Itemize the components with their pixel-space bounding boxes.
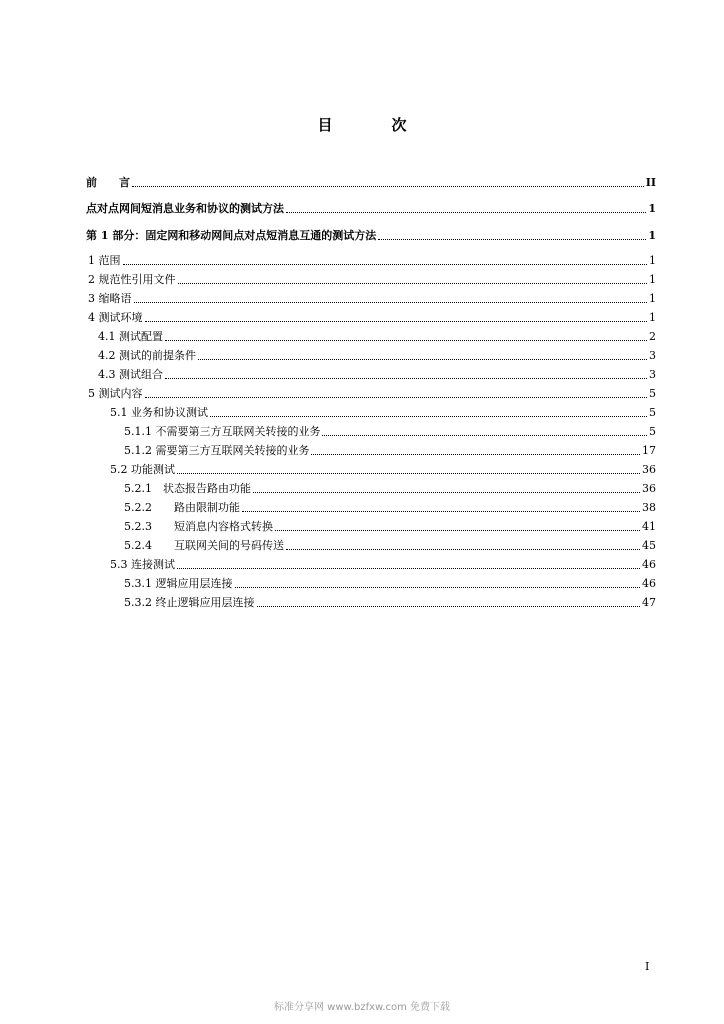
toc-leader-dots <box>165 340 647 341</box>
toc-entry-label: 5.2.3 短消息内容格式转换 <box>124 520 273 533</box>
toc-entry-5-3-2[interactable] <box>124 596 656 610</box>
toc-entry-abbreviations[interactable] <box>88 292 656 306</box>
toc-entry-label: 4.3 测试组合 <box>98 368 163 381</box>
toc-entry-label: 5.3.2 终止逻辑应用层连接 <box>124 596 255 609</box>
toc-leader-dots <box>275 530 640 531</box>
toc-entry-label: 5.3 连接测试 <box>110 558 175 571</box>
toc-entry-main-title[interactable] <box>86 202 656 216</box>
toc-entry-page: 1 <box>648 229 656 242</box>
toc-entry-label: 5.2.4 互联网关间的号码传送 <box>124 539 284 552</box>
toc-entry-label: 4.2 测试的前提条件 <box>98 349 196 362</box>
toc-entry-label: 1 范围 <box>88 254 121 267</box>
toc-leader-dots <box>286 212 646 213</box>
toc-entry-scope[interactable] <box>88 254 656 268</box>
toc-entry-page: 5 <box>649 425 656 438</box>
toc-entry-label: 5.1.1 不需要第三方互联网关转接的业务 <box>124 425 321 438</box>
toc-leader-dots <box>286 549 640 550</box>
toc-entry-foreword[interactable] <box>86 176 656 190</box>
toc-entry-normative-references[interactable] <box>88 273 656 287</box>
toc-entry-page: 1 <box>648 202 656 215</box>
toc-entry-page: 5 <box>649 406 656 419</box>
toc-entry-page: 2 <box>649 330 656 343</box>
toc-entry-part-1[interactable] <box>86 229 656 243</box>
toc-entry-page: 36 <box>642 463 656 476</box>
toc-leader-dots <box>311 454 640 455</box>
toc-entry-5-3-1[interactable] <box>124 577 656 591</box>
toc-entry-page: 3 <box>649 368 656 381</box>
page-number: I <box>645 960 650 973</box>
toc-leader-dots <box>132 186 644 187</box>
toc-entry-page: 17 <box>642 444 656 457</box>
toc-entry-label: 第 1 部分：固定网和移动网间点对点短消息互通的测试方法 <box>86 229 377 242</box>
toc-entry-page: 47 <box>642 596 656 609</box>
toc-entry-5-2-2[interactable] <box>124 501 656 515</box>
toc-entry-page: 46 <box>642 558 656 571</box>
toc-leader-dots <box>322 435 647 436</box>
toc-entry-test-preconditions[interactable] <box>98 349 656 363</box>
toc-entry-label: 2 规范性引用文件 <box>88 273 176 286</box>
toc-entry-label: 5.2.2 路由限制功能 <box>124 501 240 514</box>
toc-entry-page: 1 <box>649 254 656 267</box>
toc-leader-dots <box>145 397 648 398</box>
toc-entry-service-protocol-test[interactable] <box>110 406 656 420</box>
toc-leader-dots <box>253 492 640 493</box>
toc-leader-dots <box>134 302 648 303</box>
toc-entry-test-environment[interactable] <box>88 311 656 325</box>
toc-leader-dots <box>257 606 641 607</box>
toc-entry-label: 点对点网间短消息业务和协议的测试方法 <box>86 202 284 215</box>
toc-entry-label: 5.1 业务和协议测试 <box>110 406 208 419</box>
toc-title: 目 次 <box>317 116 429 134</box>
toc-leader-dots <box>378 239 646 240</box>
toc-leader-dots <box>242 511 640 512</box>
toc-entry-5-1-1[interactable] <box>124 425 656 439</box>
toc-entry-label: 5.2.1 状态报告路由功能 <box>124 482 251 495</box>
toc-entry-5-2-3[interactable] <box>124 520 656 534</box>
toc-entry-page: 3 <box>649 349 656 362</box>
toc-entry-label: 3 缩略语 <box>88 292 132 305</box>
toc-entry-function-test[interactable] <box>110 463 656 477</box>
toc-entry-connection-test[interactable] <box>110 558 656 572</box>
toc-leader-dots <box>210 416 647 417</box>
toc-entry-label: 4 测试环境 <box>88 311 143 324</box>
toc-entry-test-configuration[interactable] <box>98 330 656 344</box>
watermark-text: 标准分享网 www.bzfxw.com 免费下载 <box>274 1002 450 1013</box>
toc-entry-page: 36 <box>642 482 656 495</box>
toc-entry-5-2-4[interactable] <box>124 539 656 553</box>
toc-entry-label: 5.3.1 逻辑应用层连接 <box>124 577 233 590</box>
toc-entry-page: 1 <box>649 273 656 286</box>
toc-entry-label: 5.2 功能测试 <box>110 463 175 476</box>
toc-entry-5-1-2[interactable] <box>124 444 656 458</box>
toc-entry-5-2-1[interactable] <box>124 482 656 496</box>
toc-entry-page: 41 <box>642 520 656 533</box>
toc-entry-test-content[interactable] <box>88 387 656 401</box>
toc-entry-label: 4.1 测试配置 <box>98 330 163 343</box>
toc-entry-label: 5.1.2 需要第三方互联网关转接的业务 <box>124 444 310 457</box>
toc-entry-page: 1 <box>649 292 656 305</box>
toc-leader-dots <box>178 283 648 284</box>
toc-entry-test-combinations[interactable] <box>98 368 656 382</box>
toc-entry-page: 45 <box>642 539 656 552</box>
toc-entry-page: 46 <box>642 577 656 590</box>
toc-entry-page: 1 <box>649 311 656 324</box>
toc-leader-dots <box>177 473 640 474</box>
toc-entry-page: 5 <box>649 387 656 400</box>
toc-leader-dots <box>145 321 648 322</box>
toc-leader-dots <box>235 587 641 588</box>
toc-leader-dots <box>198 359 647 360</box>
toc-entry-label: 5 测试内容 <box>88 387 143 400</box>
toc-leader-dots <box>177 568 640 569</box>
toc-leader-dots <box>165 378 647 379</box>
toc-entry-page: II <box>645 176 656 189</box>
toc-entry-label: 前 言 <box>86 176 130 189</box>
toc-leader-dots <box>123 264 648 265</box>
toc-entry-page: 38 <box>642 501 656 514</box>
